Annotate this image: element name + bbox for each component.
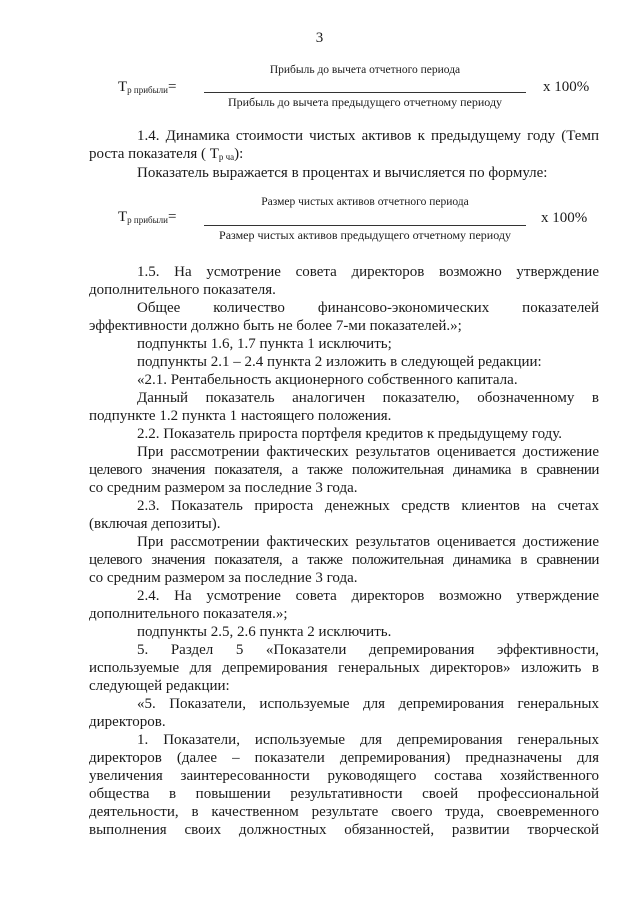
- paragraph-consideration-b-line-3: со средним размером за последние 3 года.: [89, 570, 358, 586]
- paragraph-consideration-b-line-1: При рассмотрении фактических результатов оценивается достижение: [137, 534, 599, 550]
- page-number: 3: [315, 30, 324, 46]
- paragraph-subitems-2-5: подпункты 2.5, 2.6 пункта 2 исключить.: [137, 624, 392, 640]
- paragraph-2-2: 2.2. Показатель прироста портфеля кредитов к предыдущему году.: [137, 426, 563, 442]
- paragraph-2-3-line-2: (включая депозиты).: [89, 516, 221, 532]
- paragraph-5-1-line-4: общества в повышении результативности своей профессиональной: [89, 786, 599, 802]
- paragraph-total-line-1: Общее количество финансово-экономических показателей: [137, 300, 599, 316]
- paragraph-consideration-a-line-1: При рассмотрении фактических результатов оценивается достижение: [137, 444, 599, 460]
- paragraph-5-line-2: используемые для депремирования генеральных директоров» изложить в: [89, 660, 599, 676]
- paragraph-1-5-line-1: 1.5. На усмотрение совета директоров возможно утверждение: [137, 264, 599, 280]
- paragraph-2-3-line-1: 2.3. Показатель прироста денежных средств клиентов на счетах: [137, 498, 599, 514]
- formula-lhs: $Т_{р прибыли}=$: [118, 79, 177, 95]
- paragraph-5b-line-1: «5. Показатели, используемые для депремирования генеральных: [137, 696, 599, 712]
- paragraph-5-line-1: 5. Раздел 5 «Показатели депремирования эффективности,: [137, 642, 599, 658]
- paragraph-subitems-1-6: подпункты 1.6, 1.7 пункта 1 исключить;: [137, 336, 392, 352]
- paragraph-consideration-a-line-3: со средним размером за последние 3 года.: [89, 480, 358, 496]
- paragraph-5-1-line-5: деятельности, в качественном результате своего труда, своевременного: [89, 804, 599, 820]
- paragraph-2-1: «2.1. Рентабельность акционерного собственного капитала.: [137, 372, 518, 388]
- paragraph-total-line-2: эффективности должно быть не более 7-ми показателей.»;: [89, 318, 462, 334]
- paragraph-1-5-line-2: дополнительного показателя.: [89, 282, 276, 298]
- formula-multiplier: х 100%: [541, 210, 588, 226]
- paragraph-5-1-line-1: 1. Показатели, используемые для депремирования генеральных: [137, 732, 599, 748]
- formula-multiplier: х 100%: [543, 79, 590, 95]
- formula-lhs: $Т_{р прибыли}=$: [118, 209, 177, 225]
- paragraph-5-line-3: следующей редакции:: [89, 678, 230, 694]
- paragraph-data-line-2: подпункте 1.2 пункта 1 настоящего положения.: [89, 408, 392, 424]
- paragraph-5b-line-2: директоров.: [89, 714, 166, 730]
- formula-denominator: Размер чистых активов предыдущего отчетному периоду: [219, 228, 511, 242]
- paragraph-percent-formula: Показатель выражается в процентах и вычисляется по формуле:: [137, 165, 548, 181]
- paragraph-consideration-a-line-2: целевого значения показателя, а также положительная динамика в сравнении: [89, 462, 599, 478]
- paragraph-subitems-2-1: подпункты 2.1 – 2.4 пункта 2 изложить в следующей редакции:: [137, 354, 542, 370]
- formula-numerator: Прибыль до вычета отчетного периода: [269, 64, 461, 76]
- paragraph-5-1-line-2: директоров (далее – показатели депремирования) предназначены для: [89, 750, 599, 766]
- fraction-line: [204, 92, 526, 93]
- fraction-line: [204, 225, 526, 226]
- paragraph-2-4-line-2: дополнительного показателя.»;: [89, 606, 288, 622]
- paragraph-1-4-line-2: роста показателя ( $Т_{р ча}$):: [89, 146, 244, 162]
- paragraph-2-4-line-1: 2.4. На усмотрение совета директоров возможно утверждение: [137, 588, 599, 604]
- paragraph-5-1-line-6: выполнения своих должностных обязанностей, развитии творческой: [89, 822, 599, 838]
- formula-numerator: Размер чистых активов отчетного периода: [261, 196, 469, 208]
- paragraph-5-1-line-3: увеличения заинтересованности руководящего состава хозяйственного: [89, 768, 599, 784]
- paragraph-data-line-1: Данный показатель аналогичен показателю, обозначенному в: [137, 390, 599, 406]
- formula-denominator: Прибыль до вычета предыдущего отчетному периоду: [227, 95, 503, 109]
- paragraph-consideration-b-line-2: целевого значения показателя, а также положительная динамика в сравнении: [89, 552, 599, 568]
- paragraph-1-4-line-1: 1.4. Динамика стоимости чистых активов к предыдущему году (Темп: [137, 128, 599, 144]
